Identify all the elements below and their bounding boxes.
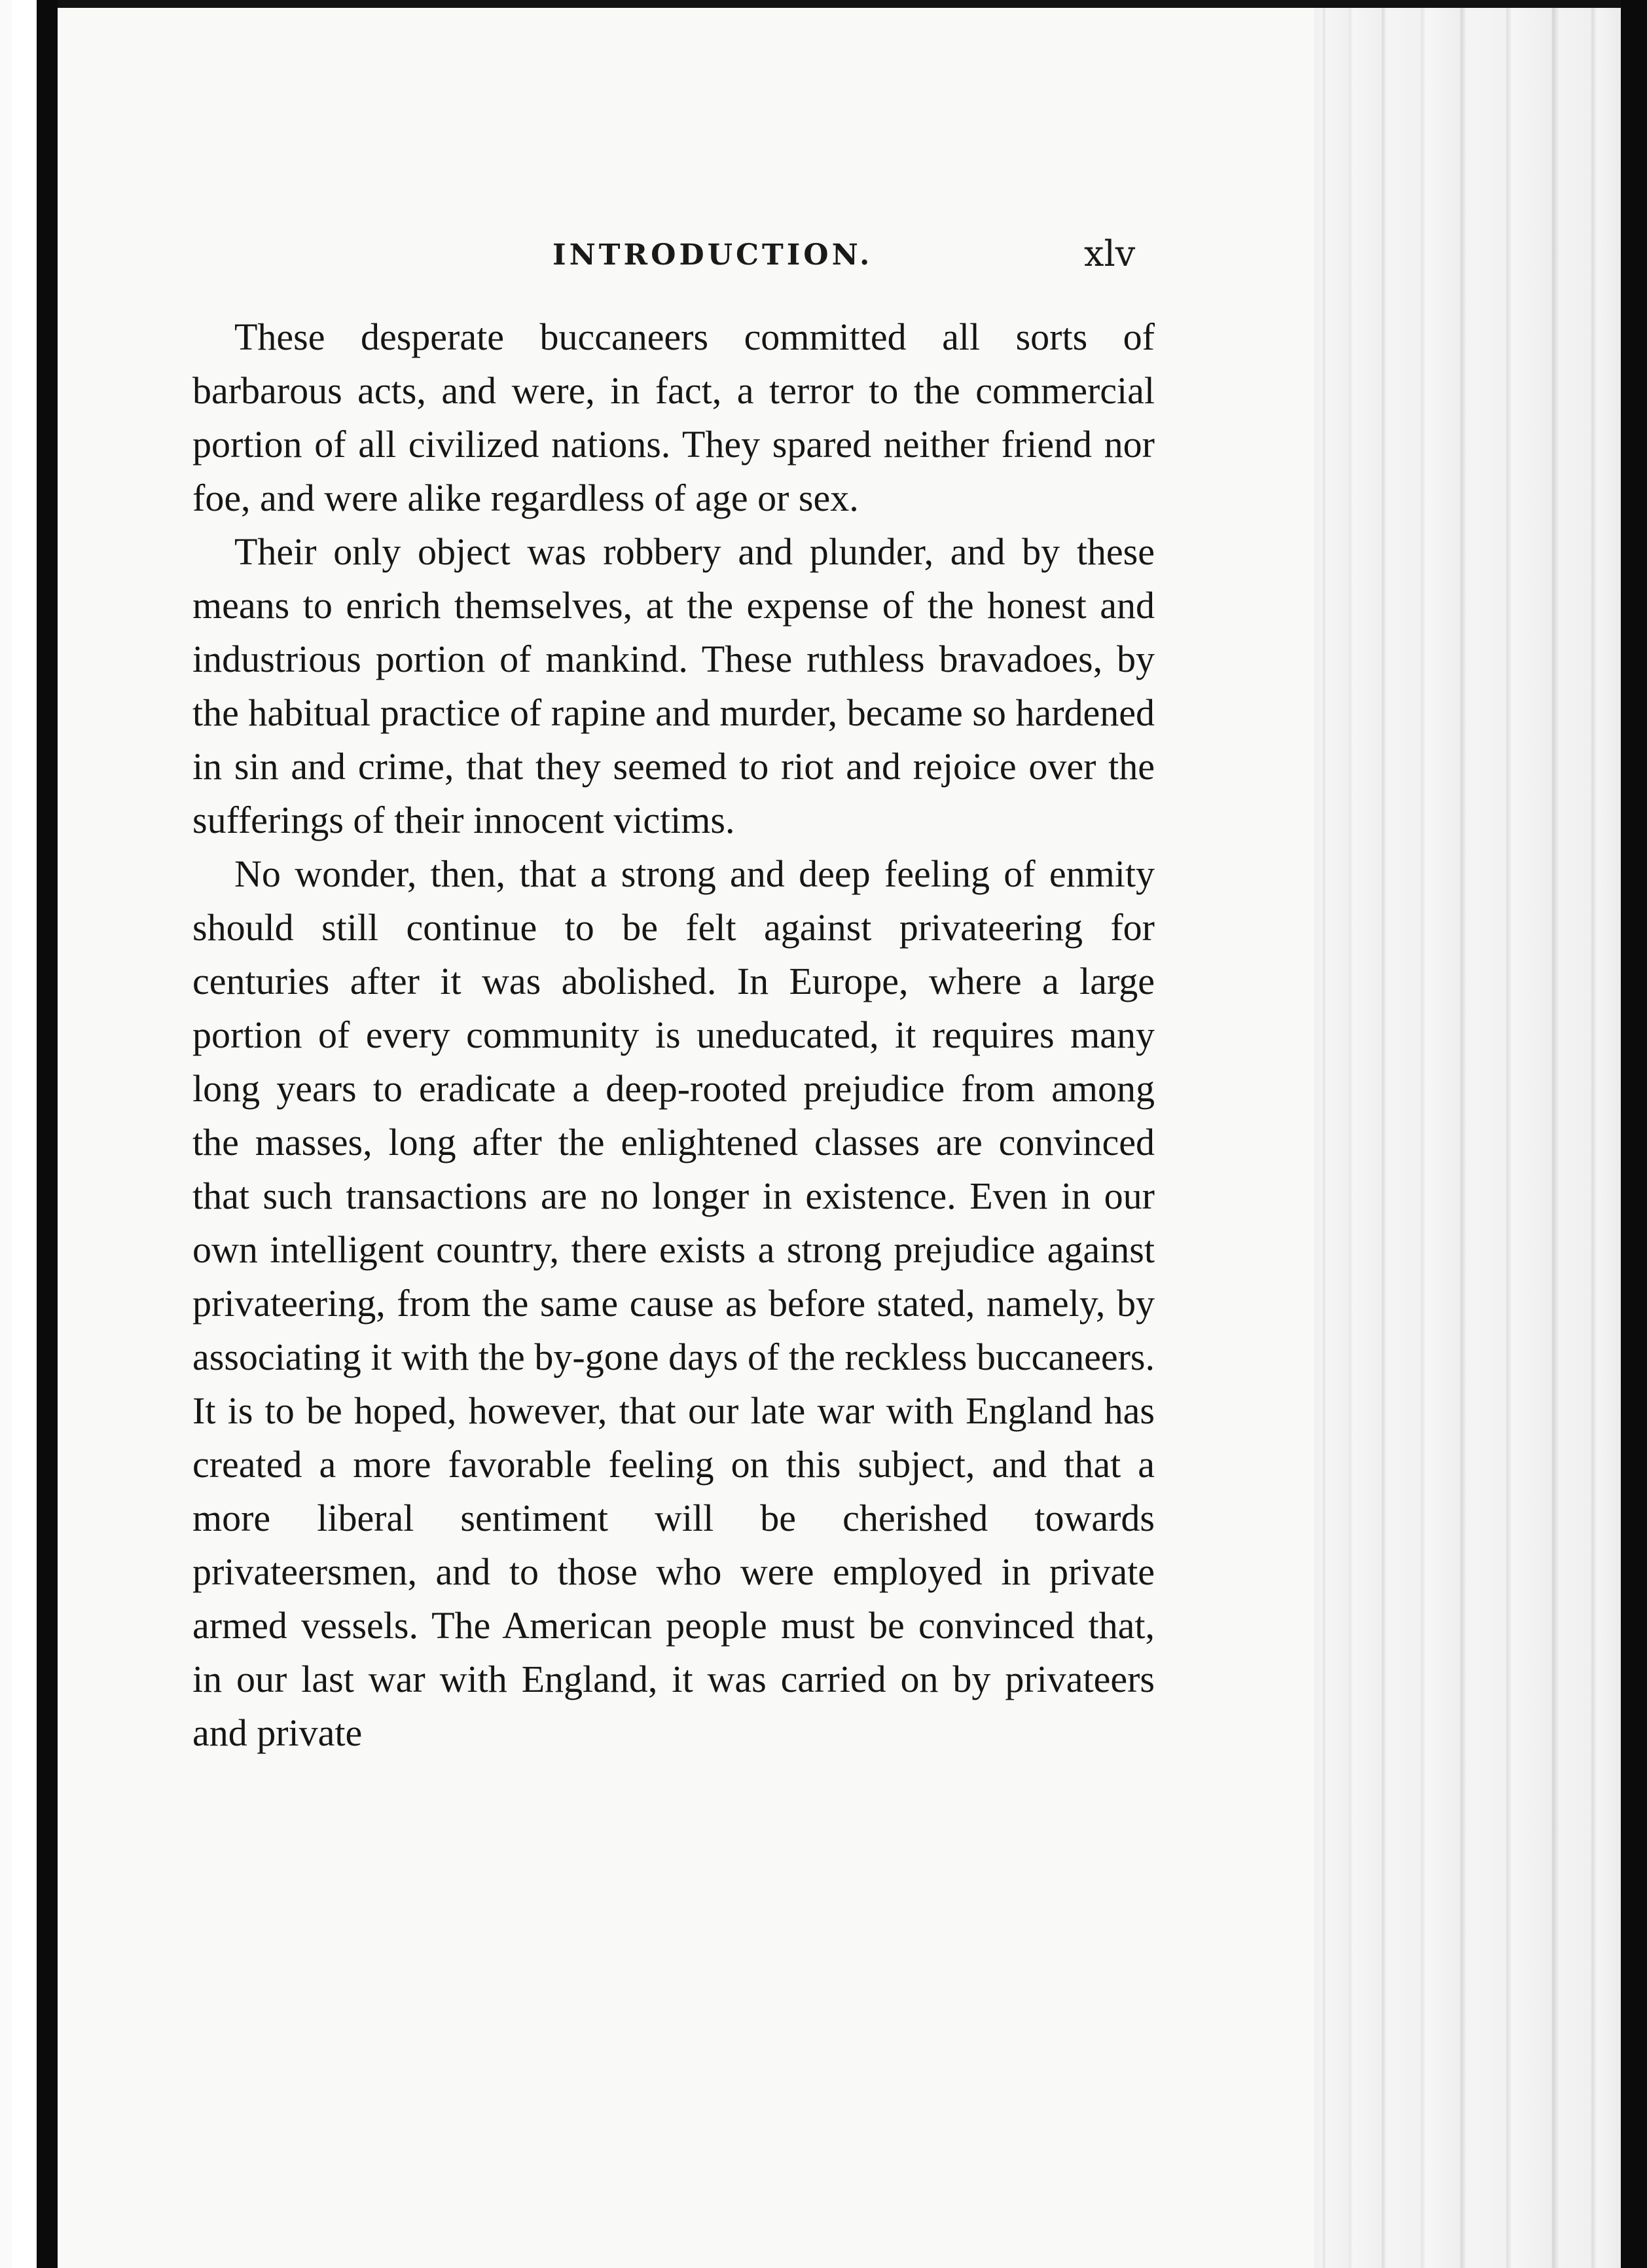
paragraph-1: These desperate buccaneers committed all sorts of barbarous acts, and were, in fact, a terror to the commercial portion of all civilized nations. They spared neither friend nor foe, and were alike regardless of age or sex. <box>192 316 1155 519</box>
binding-shadow-left <box>37 0 58 2268</box>
page-number: xlv <box>1084 233 1136 274</box>
top-edge-shadow <box>58 0 1621 8</box>
page-stack-edges <box>1309 8 1621 2268</box>
body-text <box>192 310 1155 1760</box>
book-page <box>58 8 1314 2268</box>
paragraph-2: Their only object was robbery and plunder, and by these means to enrich themselves, at the expense of the honest and industrious portion of mankind. These ruthless bravadoes, by the habitual practice of rapine and murder, became so hardened in sin and crime, that they seemed to riot and rejoice over the sufferings of their innocent victims. <box>192 530 1155 841</box>
running-title: INTRODUCTION. <box>552 238 873 272</box>
paragraph-3: No wonder, then, that a strong and deep feeling of enmity should still continue to be felt against privateering for centuries after it was abolished. In Europe, where a large portion of every community is uneducated, it requires many long years to eradicate a deep-rooted prejudice from among the masses, long after the enlightened classes are convinced that such transactions are no longer in existence. Even in our own intelligent country, there exists a strong prejudice against privateering, from the same cause as before stated, namely, by associating it with the by-gone days of the reckless buccaneers. It is to be hoped, however, that our late war with England has created a more favorable feeling on this subject, and that a more liberal sentiment will be cherished towards privateersmen, and to those who were employed in private armed vessels. The American people must be convinced that, in our last war with England, it was carried on by privateers and private <box>192 852 1155 1754</box>
left-margin-edge <box>0 0 12 2268</box>
binding-shadow-right <box>1621 0 1647 2268</box>
